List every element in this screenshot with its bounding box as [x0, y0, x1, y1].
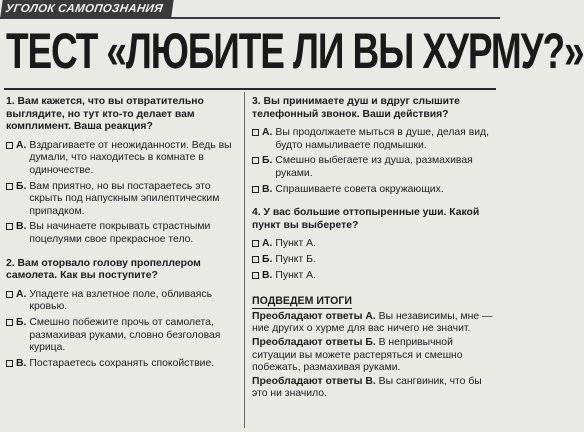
option-letter: В. [262, 183, 273, 195]
question-3 [252, 96, 494, 196]
checkbox-icon[interactable] [6, 291, 13, 298]
option-text: Смешно выбегаете из душа, размахивая руками. [275, 155, 473, 179]
right-column [252, 96, 494, 402]
option-text: Вздрагиваете от неожиданности. Ведь вы думали, что находитесь в комнате в одиночестве. [29, 139, 232, 176]
option-letter: В. [16, 221, 27, 233]
question-text: 3. Вы принимаете душ и вдруг слышите телефонный звонок. Ваши действия? [252, 96, 460, 120]
option-text: Вы продолжаете мыться в душе, делая вид, будто намыливаете подмышки. [275, 127, 489, 151]
left-column [6, 96, 238, 373]
answer-option-a[interactable] [252, 238, 494, 251]
option-letter: В. [262, 269, 273, 281]
question-2 [6, 258, 238, 371]
option-text: Вы начинаете покрывать страстными поцелуями свое прекрасное тело. [29, 221, 211, 245]
checkbox-icon[interactable] [252, 240, 259, 247]
article-title: ТЕСТ «ЛЮБИТЕ ЛИ ВЫ ХУРМУ?» [6, 23, 584, 79]
result-text: Вы независимы, мне — ние других о хурме для вас ничего не значит. [252, 310, 493, 335]
checkbox-icon[interactable] [6, 142, 13, 149]
answer-option-c[interactable] [6, 358, 238, 371]
result-lead: Преобладают ответы Б. [252, 336, 376, 348]
result-lead: Преобладают ответы А. [252, 310, 376, 322]
option-text: Пункт А. [275, 269, 316, 281]
answer-option-b[interactable] [6, 317, 238, 355]
option-letter: А. [16, 139, 27, 151]
result-text: В непривычной ситуации вы можете растеряться и смешно побежать, размахивая руками. [252, 336, 463, 374]
option-letter: Б. [16, 180, 27, 192]
result-a [252, 311, 494, 336]
answer-option-c[interactable] [252, 270, 494, 283]
answer-option-c[interactable] [6, 221, 238, 246]
option-text: Пункт Б. [275, 253, 316, 265]
option-letter: Б. [262, 155, 273, 167]
results-heading: ПОДВЕДЕМ ИТОГИ [252, 295, 353, 308]
result-lead: Преобладают ответы В. [252, 375, 376, 387]
answer-option-c[interactable] [252, 184, 494, 197]
option-letter: Б. [262, 253, 273, 265]
checkbox-icon[interactable] [252, 186, 259, 193]
option-letter: А. [262, 238, 273, 250]
question-text: 2. Вам оторвало голову пропеллером самолета. Как вы поступите? [6, 257, 201, 282]
answer-option-a[interactable] [6, 140, 238, 178]
result-b [252, 337, 494, 375]
checkbox-icon[interactable] [252, 157, 259, 164]
checkbox-icon[interactable] [6, 183, 13, 190]
section-rubric: УГОЛОК САМОПОЗНАНИЯ [0, 0, 174, 19]
option-text: Спрашиваете совета окружающих. [275, 183, 444, 195]
question-text: 4. У вас большие оттопыренные уши. Какой пункт вы выберете? [252, 207, 480, 231]
option-text: Постараетесь сохранять спокойствие. [29, 357, 215, 369]
title-rule [4, 88, 496, 90]
checkbox-icon[interactable] [252, 129, 259, 136]
result-text: Вы сангвиник, что бы это ни значило. [252, 375, 482, 400]
option-letter: А. [262, 127, 273, 139]
column-separator [244, 92, 245, 428]
option-letter: Б. [16, 316, 27, 328]
question-1 [6, 96, 238, 247]
option-text: Пункт А. [275, 238, 316, 250]
checkbox-icon[interactable] [252, 272, 259, 279]
result-c [252, 376, 494, 401]
answer-option-a[interactable] [6, 289, 238, 314]
checkbox-icon[interactable] [252, 256, 259, 263]
option-text: Смешно побежите прочь от самолета, размахивая руками, словно безголовая курица. [29, 316, 221, 354]
question-text: 1. Вам кажется, что вы отвратительно выглядите, но тут кто-то делает вам комплимент. Ваша реакция? [6, 96, 204, 133]
checkbox-icon[interactable] [6, 223, 13, 230]
checkbox-icon[interactable] [6, 360, 13, 367]
option-letter: В. [16, 357, 27, 369]
option-letter: А. [16, 288, 27, 300]
option-text: Вам приятно, но вы постараетесь это скрыть под напускным эпилептическим припадком. [29, 180, 220, 217]
checkbox-icon[interactable] [6, 319, 13, 326]
answer-option-b[interactable] [252, 155, 494, 180]
answer-option-b[interactable] [252, 254, 494, 267]
question-4 [252, 207, 494, 282]
answer-option-b[interactable] [6, 181, 238, 219]
option-text: Упадете на взлетное поле, обливаясь кровью. [29, 288, 212, 313]
answer-option-a[interactable] [252, 127, 494, 152]
